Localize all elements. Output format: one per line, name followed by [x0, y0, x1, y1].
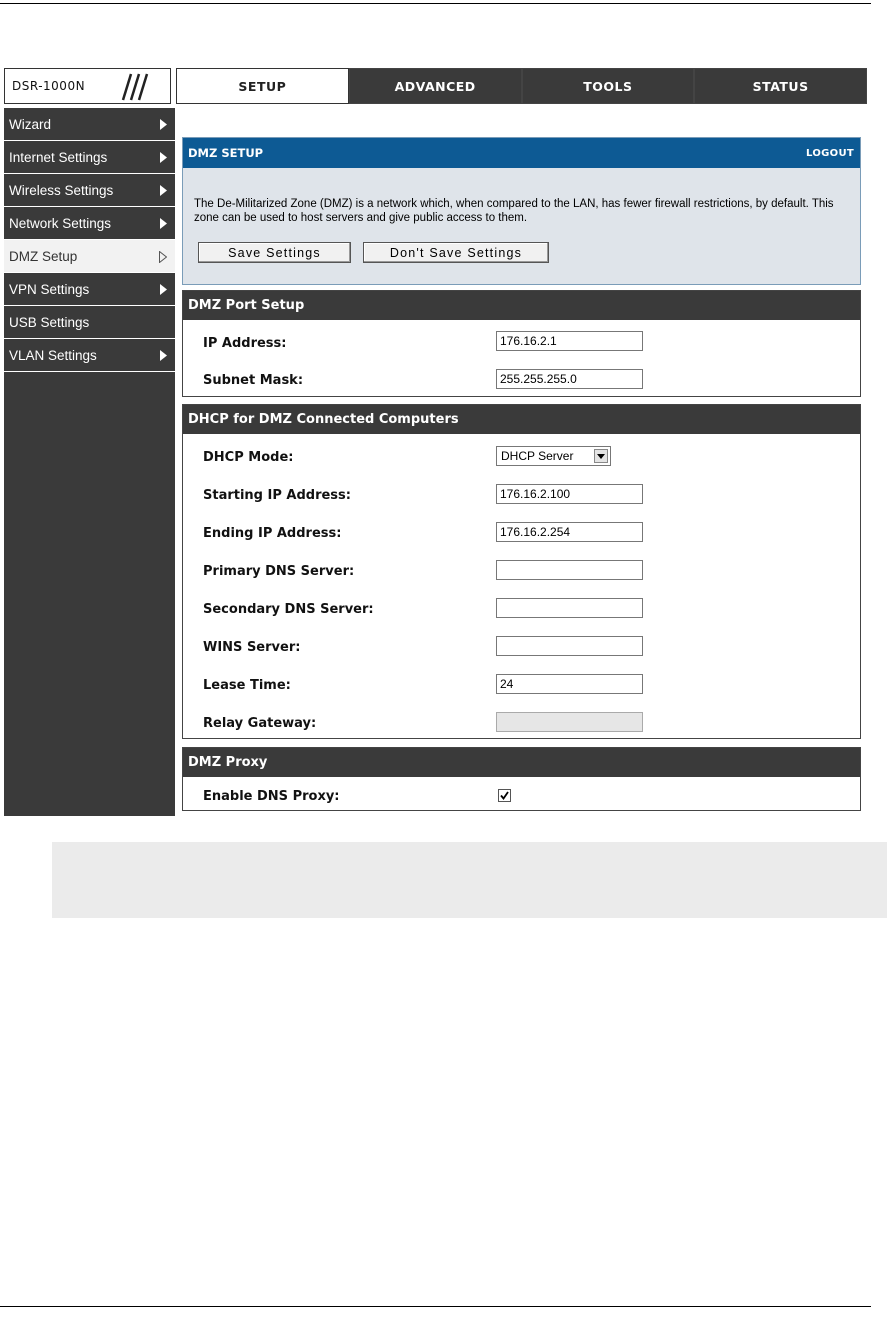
relay-gateway-input	[496, 712, 643, 732]
caret-right-icon	[160, 185, 167, 196]
subnet-mask-input[interactable]	[496, 369, 643, 389]
logo-slashes-icon	[113, 72, 153, 102]
primary-dns-label: Primary DNS Server:	[203, 564, 355, 579]
sidebar-item-label: Wireless Settings	[9, 182, 114, 198]
secondary-dns-input[interactable]	[496, 598, 643, 618]
caret-right-icon	[160, 218, 167, 229]
dmz-proxy-section	[182, 747, 861, 811]
save-settings-button[interactable]: Save Settings	[198, 242, 351, 263]
product-logo	[4, 68, 171, 104]
ip-address-input[interactable]	[496, 331, 643, 351]
sidebar-item-network-settings[interactable]	[4, 207, 175, 240]
sidebar-item-label: VLAN Settings	[9, 347, 97, 363]
dont-save-settings-button[interactable]: Don't Save Settings	[363, 242, 549, 263]
sidebar-item-wireless-settings[interactable]	[4, 174, 175, 207]
dmz-description: The De-Militarized Zone (DMZ) is a network which, when compared to the LAN, has fewer firewall restrictions, by default. This zone can be used to host servers and give public access to them.	[194, 198, 834, 224]
wins-server-input[interactable]	[496, 636, 643, 656]
note-box	[52, 842, 887, 918]
tab-advanced[interactable]: ADVANCED	[349, 68, 522, 104]
section-header: DMZ Proxy	[183, 748, 860, 777]
sidebar-item-vlan-settings[interactable]	[4, 339, 175, 372]
enable-dns-proxy-label: Enable DNS Proxy:	[203, 789, 340, 804]
lease-time-label: Lease Time:	[203, 678, 291, 693]
section-header: DHCP for DMZ Connected Computers	[183, 405, 860, 434]
primary-dns-input[interactable]	[496, 560, 643, 580]
page-top-rule	[0, 3, 871, 4]
tab-tools[interactable]: TOOLS	[522, 68, 695, 104]
sidebar-item-wizard[interactable]	[4, 108, 175, 141]
sidebar-item-label: VPN Settings	[9, 281, 90, 297]
caret-right-outline-icon	[159, 251, 167, 263]
enable-dns-proxy-checkbox[interactable]	[498, 789, 511, 802]
caret-right-icon	[160, 119, 167, 130]
sidebar-item-label: Wizard	[9, 116, 52, 132]
product-name: DSR-1000N	[12, 79, 86, 93]
sidebar-item-internet-settings[interactable]	[4, 141, 175, 174]
sidebar-item-dmz-setup[interactable]	[4, 240, 175, 273]
sidebar-item-label: Internet Settings	[9, 149, 108, 165]
tab-setup[interactable]: SETUP	[176, 68, 349, 104]
dmz-setup-header	[183, 138, 860, 168]
caret-right-icon	[160, 152, 167, 163]
sidebar	[4, 108, 175, 816]
starting-ip-label: Starting IP Address:	[203, 488, 351, 503]
section-header: DMZ Port Setup	[183, 291, 860, 320]
checkmark-icon	[500, 791, 509, 800]
lease-time-input[interactable]	[496, 674, 643, 694]
ending-ip-label: Ending IP Address:	[203, 526, 342, 541]
tab-status[interactable]: STATUS	[694, 68, 867, 104]
sidebar-item-label: Network Settings	[9, 215, 112, 231]
ending-ip-input[interactable]	[496, 522, 643, 542]
secondary-dns-label: Secondary DNS Server:	[203, 602, 374, 617]
dhcp-section	[182, 404, 861, 739]
top-nav	[176, 68, 867, 104]
sidebar-item-label: USB Settings	[9, 314, 90, 330]
dhcp-mode-value: DHCP Server	[501, 449, 574, 463]
relay-gateway-label: Relay Gateway:	[203, 716, 317, 731]
caret-right-icon	[160, 350, 167, 361]
ip-address-label: IP Address:	[203, 336, 287, 351]
caret-right-icon	[160, 284, 167, 295]
dmz-setup-panel	[182, 137, 861, 285]
page-bottom-rule	[0, 1306, 871, 1307]
sidebar-item-vpn-settings[interactable]	[4, 273, 175, 306]
starting-ip-input[interactable]	[496, 484, 643, 504]
dmz-port-setup-section	[182, 290, 861, 397]
dhcp-mode-label: DHCP Mode:	[203, 450, 294, 465]
chevron-down-icon	[594, 449, 608, 463]
subnet-mask-label: Subnet Mask:	[203, 373, 304, 388]
wins-server-label: WINS Server:	[203, 640, 301, 655]
logout-link[interactable]: LOGOUT	[806, 147, 854, 159]
sidebar-item-label: DMZ Setup	[9, 248, 78, 264]
page-title: DMZ SETUP	[188, 146, 264, 160]
dhcp-mode-select[interactable]	[496, 446, 611, 466]
sidebar-item-usb-settings[interactable]	[4, 306, 175, 339]
